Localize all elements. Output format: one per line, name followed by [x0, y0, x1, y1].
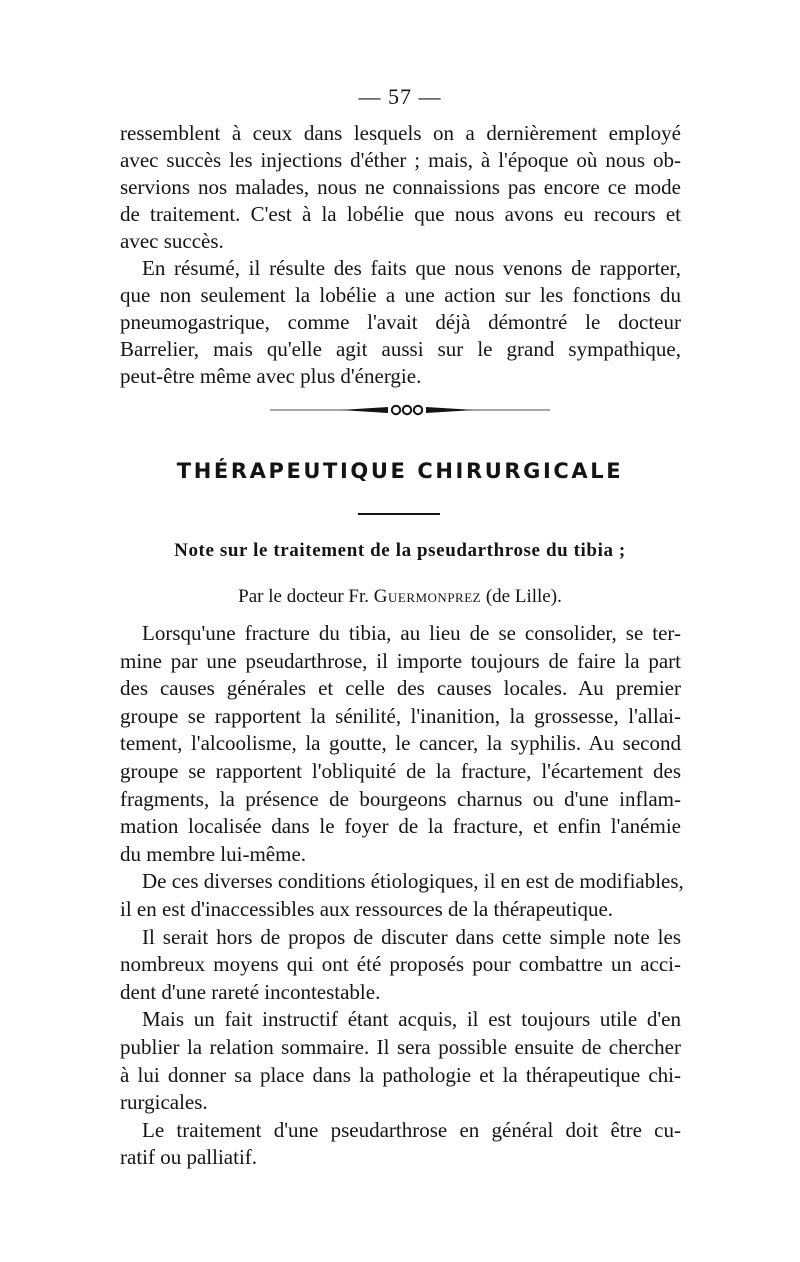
text-line: Mais un fait instructif étant acquis, il est toujours utile d'en [142, 1007, 681, 1032]
text-line: Il serait hors de propos de discuter dans cette simple note les [142, 924, 681, 949]
text-line: fragments, la présence de bourgeons charnus ou d'une inflam- [120, 786, 681, 811]
text-line: des causes générales et celle des causes locales. Au premier [120, 676, 681, 701]
text-line: avec succès les injections d'éther ; mais, à l'époque où nous ob- [120, 148, 681, 172]
text-line: mine par une pseudarthrose, il importe toujours de faire la part [120, 648, 681, 673]
byline-author: Guermonprez [373, 586, 482, 607]
article-title: Note sur le traitement de la pseudarthrose du tibia ; [174, 540, 626, 561]
text-line: Lorsqu'une fracture du tibia, au lieu de se consolider, se ter- [142, 621, 681, 645]
article-body [120, 620, 684, 1172]
body-paragraph-2 [120, 868, 684, 923]
text-line: groupe se rapportent l'obliquité de la fracture, l'écartement des [120, 758, 681, 783]
text-line: mation localisée dans le foyer de la fracture, et enfin l'anémie [120, 814, 681, 839]
body-paragraph-5 [120, 1117, 681, 1172]
body-paragraph-1 [120, 620, 681, 868]
body-paragraph-3 [120, 924, 681, 1007]
intro-text [120, 120, 681, 390]
text-line: pneumogastrique, comme l'avait déjà démontré le docteur [120, 310, 681, 334]
text-line: dent d'une rareté incontestable. [120, 979, 381, 1004]
text-line: à lui donner sa place dans la pathologie et la thérapeutique chi- [120, 1062, 681, 1087]
title-rule [358, 513, 440, 515]
text-line: ratif ou palliatif. [120, 1145, 258, 1170]
byline-prefix: Par le docteur Fr. [238, 586, 374, 607]
text-line: du membre lui-même. [120, 841, 307, 866]
ornament-divider [270, 400, 560, 420]
text-line: il en est d'inaccessibles aux ressources de la thérapeutique. [120, 896, 614, 921]
body-paragraph-4 [120, 1006, 681, 1116]
text-line: Barrelier, mais qu'elle agit aussi sur le grand sympathique, [120, 337, 681, 361]
text-line: En résumé, il résulte des faits que nous venons de rapporter, [142, 256, 681, 280]
intro-paragraph-1 [120, 120, 681, 255]
text-line: publier la relation sommaire. Il sera possible ensuite de chercher [120, 1034, 681, 1059]
text-line: que non seulement la lobélie a une action sur les fonctions du [120, 283, 681, 307]
text-line: rurgicales. [120, 1090, 208, 1115]
text-line: peut-être même avec plus d'énergie. [120, 364, 422, 388]
text-line: nombreux moyens qui ont été proposés pour combattre un acci- [120, 952, 681, 977]
intro-paragraph-2 [120, 255, 681, 390]
section-title: THÉRAPEUTIQUE CHIRURGICALE [176, 459, 624, 483]
text-line: servions nos malades, nous ne connaissions pas encore ce mode [120, 175, 681, 199]
byline [0, 586, 800, 608]
text-line: De ces diverses conditions étiologiques, il en est de modifiables, [142, 869, 684, 894]
text-line: groupe se rapportent la sénilité, l'inanition, la grossesse, l'allai- [120, 703, 681, 728]
text-line: Le traitement d'une pseudarthrose en général doit être cu- [142, 1117, 681, 1142]
page-number: — 57 — [358, 84, 442, 109]
byline-suffix: (de Lille). [481, 586, 562, 607]
text-line: tement, l'alcoolisme, la goutte, le cancer, la syphilis. Au second [120, 731, 681, 756]
text-line: de traitement. C'est à la lobélie que nous avons eu recours et [120, 202, 681, 226]
text-line: ressemblent à ceux dans lesquels on a dernièrement employé [120, 121, 681, 145]
text-line: avec succès. [120, 229, 224, 253]
